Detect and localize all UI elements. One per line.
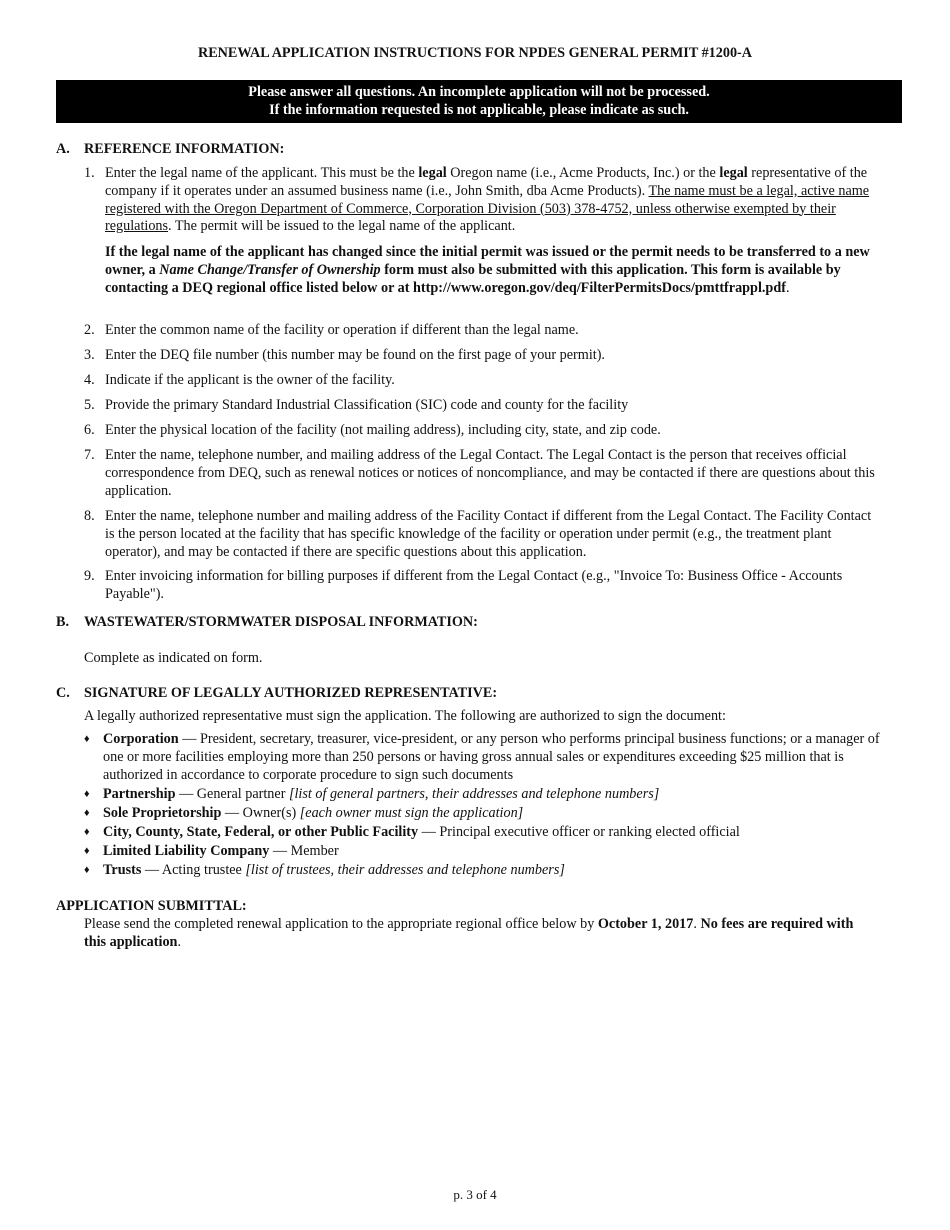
- bullet-text: [103, 805, 884, 823]
- ownership-change-note: [105, 244, 895, 297]
- bullet-text: [103, 843, 884, 861]
- section-c-title: SIGNATURE OF LEGALLY AUTHORIZED REPRESENTATIVE:: [84, 685, 498, 701]
- bullet-text: [103, 862, 884, 880]
- entity-type: Partnership: [103, 786, 176, 802]
- item-number: 7.: [84, 447, 95, 463]
- item-text-part: . The permit will be issued to the legal name of the applicant.: [168, 218, 516, 235]
- section-b-heading: [56, 614, 478, 632]
- item-text: Indicate if the applicant is the owner of the facility.: [105, 372, 395, 388]
- item-text: Enter the name, telephone number and mailing address of the Facility Contact if different from the Legal Contact. The Facility Contact is the person located at the facility that has specific knowledge of the facility or operation under permit (e.g., the treatment plant operator), and may be contacted if there are specific questions about this application.: [105, 508, 872, 560]
- section-b-title: WASTEWATER/STORMWATER DISPOSAL INFORMATION:: [84, 614, 478, 630]
- notice-line-1: Please answer all questions. An incomplete application will not be processed.: [248, 84, 710, 100]
- item-text: Enter the physical location of the facility (not mailing address), including city, state, and zip code.: [105, 422, 661, 438]
- signer-partnership: [84, 786, 884, 804]
- document-title: RENEWAL APPLICATION INSTRUCTIONS FOR NPDES GENERAL PERMIT #1200-A: [197, 45, 753, 61]
- section-c-letter: C.: [56, 685, 70, 701]
- item-text-part: representative of the company if it operates under an assumed business name (i.e., John Smith, dba Acme Products).: [105, 165, 868, 199]
- signer-corporation: [84, 731, 884, 784]
- section-a-title: REFERENCE INFORMATION:: [84, 141, 285, 157]
- item-text-part: Oregon name (i.e., Acme Products, Inc.) or the: [446, 165, 720, 181]
- signer-description: — General partner: [175, 786, 289, 802]
- item-number: 2.: [84, 322, 95, 338]
- section-b-letter: B.: [56, 614, 70, 630]
- page-number: p. 3 of 4: [453, 1187, 497, 1202]
- diamond-bullet-icon: ♦: [84, 788, 90, 800]
- reference-item-6: [84, 422, 884, 440]
- item-number: 8.: [84, 508, 95, 524]
- reference-item-7: [84, 447, 884, 500]
- bullet-text: [103, 824, 884, 842]
- section-a-heading: [56, 141, 284, 159]
- signer-public-facility: [84, 824, 884, 842]
- submittal-text-part: Please send the completed renewal application to the appropriate regional office below by: [84, 916, 598, 932]
- note-period: .: [785, 279, 790, 296]
- section-c-heading: [56, 685, 497, 703]
- item-number: 5.: [84, 397, 95, 413]
- item-text: Enter the name, telephone number, and mailing address of the Legal Contact. The Legal Contact is the person that receives official correspondence from DEQ, such as renewal notices or notices of noncompliance, and may be contacted if there are questions about this application.: [105, 447, 875, 499]
- section-a-letter: A.: [56, 141, 70, 157]
- item-number: 1.: [84, 165, 95, 181]
- item-text: Enter the common name of the facility or operation if different than the legal name.: [105, 322, 579, 338]
- diamond-bullet-icon: ♦: [84, 845, 90, 857]
- emphasis-legal: legal: [418, 165, 447, 181]
- notice-line-2: If the information requested is not applicable, please indicate as such.: [269, 101, 689, 118]
- submittal-text: [84, 916, 854, 952]
- reference-item-4: [84, 372, 884, 390]
- section-b-text: Complete as indicated on form.: [84, 650, 263, 666]
- no-fees-note: No fees are required with this application: [84, 916, 854, 950]
- registration-requirement: The name must be a legal, active name registered with the Oregon Department of Commerce, Corporation Division (503) 378-4752, unless otherwise exempted by their regulations: [105, 182, 870, 235]
- item-number: 3.: [84, 347, 95, 363]
- item-text: Enter invoicing information for billing purposes if different from the Legal Contact (e.g., "Invoice To: Business Office - Accounts Payable").: [105, 568, 843, 602]
- item-text: Enter the DEQ file number (this number may be found on the first page of your permit).: [105, 347, 605, 363]
- submittal-text-part: .: [693, 916, 701, 932]
- entity-type: Corporation: [103, 731, 179, 747]
- signer-sole-proprietorship: [84, 805, 884, 823]
- diamond-bullet-icon: ♦: [84, 864, 90, 876]
- reference-item-1: [84, 165, 884, 236]
- signer-llc: [84, 843, 884, 861]
- signer-description: — Member: [269, 843, 339, 859]
- diamond-bullet-icon: ♦: [84, 826, 90, 838]
- entity-type: Limited Liability Company: [103, 843, 270, 859]
- submittal-period: .: [177, 933, 181, 950]
- signer-description: — Owner(s): [221, 805, 300, 821]
- emphasis-legal: legal: [719, 165, 748, 181]
- item-number: 9.: [84, 568, 95, 584]
- reference-item-5: [84, 397, 884, 415]
- diamond-bullet-icon: ♦: [84, 733, 90, 745]
- note-text-part: form must also be submitted with this application. This form is available by contacting a DEQ regional office listed below or at http://www.oregon.gov/deq/FilterPermitsDocs/pmttfrappl.pdf: [105, 261, 841, 296]
- signer-description: — Acting trustee: [141, 862, 246, 878]
- entity-type: Sole Proprietorship: [103, 805, 222, 821]
- item-text: Provide the primary Standard Industrial Classification (SIC) code and county for the facility: [105, 397, 629, 413]
- signer-note: [list of general partners, their addresses and telephone numbers]: [288, 786, 660, 802]
- diamond-bullet-icon: ♦: [84, 807, 90, 819]
- signer-trusts: [84, 862, 884, 880]
- reference-item-8: [84, 508, 884, 561]
- item-text: [105, 165, 884, 236]
- bullet-text: [103, 786, 884, 804]
- reference-item-3: [84, 347, 884, 365]
- item-number: 4.: [84, 372, 95, 388]
- form-name: Name Change/Transfer of Ownership: [159, 261, 381, 278]
- notice-banner: [56, 80, 902, 123]
- section-c-intro: A legally authorized representative must sign the application. The following are authorized to sign the document:: [84, 708, 726, 724]
- reference-item-9: [84, 568, 884, 604]
- signer-description: — Principal executive officer or ranking elected official: [418, 824, 740, 840]
- submittal-heading: APPLICATION SUBMITTAL:: [56, 898, 247, 914]
- note-text-part: If the legal name of the applicant has changed since the initial permit was issued or the permit needs to be transferred to a new owner, a: [105, 244, 870, 278]
- entity-type: Trusts: [103, 862, 142, 878]
- signer-description: — President, secretary, treasurer, vice-president, or any person who performs principal business functions; or a manager of one or more facilities employing more than 250 persons or having gross annual sales or expenditures exceeding $25 million that is authorized in accordance to corporate procedure to sign such documents: [103, 731, 880, 783]
- bullet-text: [103, 731, 884, 784]
- signer-note: [list of trustees, their addresses and telephone numbers]: [245, 862, 565, 878]
- item-text-part: Enter the legal name of the applicant. This must be the: [105, 165, 419, 181]
- item-number: 6.: [84, 422, 95, 438]
- signer-note: [each owner must sign the application]: [299, 805, 524, 821]
- submittal-deadline: October 1, 2017: [597, 916, 694, 932]
- reference-item-2: [84, 322, 884, 340]
- entity-type: City, County, State, Federal, or other Public Facility: [103, 824, 419, 840]
